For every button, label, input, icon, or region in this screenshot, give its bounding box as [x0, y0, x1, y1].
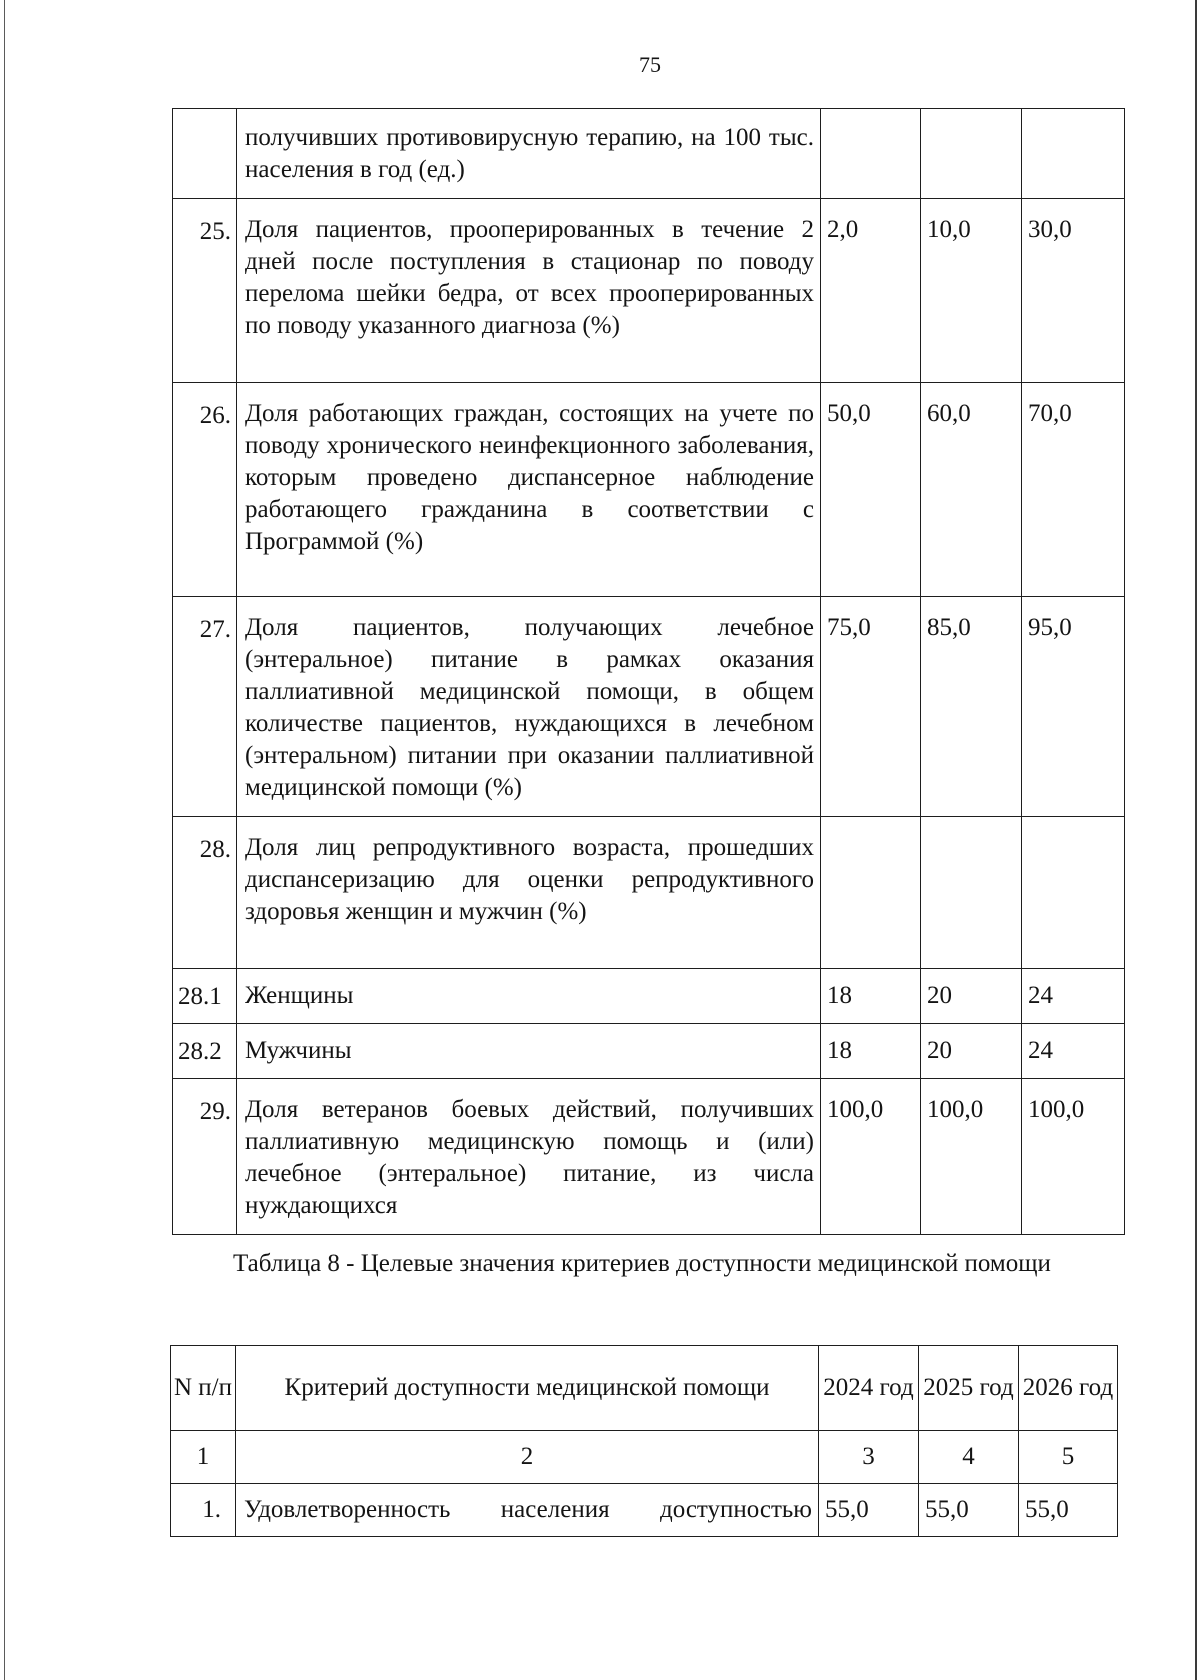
- value-2026: [1022, 817, 1125, 969]
- table-row: [171, 1484, 1118, 1537]
- row-number: [173, 109, 237, 199]
- table-row: [173, 1024, 1125, 1079]
- column-number: 1: [171, 1431, 236, 1484]
- header-number: N п/п: [171, 1346, 236, 1431]
- value-2026: 95,0: [1022, 597, 1125, 817]
- value-2025: 10,0: [921, 199, 1022, 383]
- value-2025: 20: [921, 969, 1022, 1024]
- table-row: [173, 1079, 1125, 1235]
- row-text: Доля пациентов, прооперированных в течение 2 дней после поступления в стационар по поводу перелома шейки бедра, от всех прооперированных по поводу указанного диагноза (%): [237, 199, 821, 383]
- page-number: 75: [639, 52, 661, 77]
- row-text-content: Удовлетворенность населения доступностью: [244, 1496, 812, 1523]
- indicator-table: [172, 108, 1125, 1235]
- row-number: 28.2: [173, 1024, 237, 1079]
- value-2024: 2,0: [821, 199, 921, 383]
- table-row: [173, 383, 1125, 597]
- column-number: 2: [236, 1431, 819, 1484]
- column-number: 4: [919, 1431, 1019, 1484]
- row-number: 28.: [173, 817, 237, 969]
- value-2025: 85,0: [921, 597, 1022, 817]
- row-text: Доля лиц репродуктивного возраста, прошедших диспансеризацию для оценки репродуктивного здоровья женщин и мужчин (%): [237, 817, 821, 969]
- row-number: 25.: [173, 199, 237, 383]
- value-2024: 50,0: [821, 383, 921, 597]
- row-text: [236, 1484, 819, 1537]
- value-2024: [821, 817, 921, 969]
- value-2024: 55,0: [819, 1484, 919, 1537]
- table-row: [173, 817, 1125, 969]
- row-number: 1.: [171, 1484, 236, 1537]
- column-number: 3: [819, 1431, 919, 1484]
- table-8-caption: Таблица 8 - Целевые значения критериев доступности медицинской помощи: [233, 1250, 1051, 1277]
- column-number: 5: [1019, 1431, 1118, 1484]
- value-2025: 100,0: [921, 1079, 1022, 1235]
- value-2024: 100,0: [821, 1079, 921, 1235]
- row-number: 26.: [173, 383, 237, 597]
- value-2024: 75,0: [821, 597, 921, 817]
- header-2024: 2024 год: [819, 1346, 919, 1431]
- value-2026: 30,0: [1022, 199, 1125, 383]
- row-number: 29.: [173, 1079, 237, 1235]
- table-header-row: [171, 1346, 1118, 1431]
- value-2024: 18: [821, 969, 921, 1024]
- row-text: получивших противовирусную терапию, на 100 тыс. населения в год (ед.): [237, 109, 821, 199]
- value-2025: 60,0: [921, 383, 1022, 597]
- row-number: 28.1: [173, 969, 237, 1024]
- accessibility-criteria-table: [170, 1345, 1118, 1537]
- value-2025: 20: [921, 1024, 1022, 1079]
- value-2024: [821, 109, 921, 199]
- value-2025: 55,0: [919, 1484, 1019, 1537]
- value-2026: [1022, 109, 1125, 199]
- header-criterion: Критерий доступности медицинской помощи: [236, 1346, 819, 1431]
- scan-edge-line: [4, 0, 5, 1680]
- row-text: Доля пациентов, получающих лечебное (энтеральное) питание в рамках оказания паллиативной медицинской помощи, в общем количестве пациентов, нуждающихся в лечебном (энтеральном) питании при оказании паллиативной медицинской помощи (%): [237, 597, 821, 817]
- value-2026: 24: [1022, 1024, 1125, 1079]
- row-text: Женщины: [237, 969, 821, 1024]
- row-text: Мужчины: [237, 1024, 821, 1079]
- column-number-row: [171, 1431, 1118, 1484]
- header-2026: 2026 год: [1019, 1346, 1118, 1431]
- value-2026: 100,0: [1022, 1079, 1125, 1235]
- row-text: Доля ветеранов боевых действий, получивших паллиативную медицинскую помощь и (или) лечебное (энтеральное) питание, из числа нуждающихся: [237, 1079, 821, 1235]
- value-2024: 18: [821, 1024, 921, 1079]
- row-number: 27.: [173, 597, 237, 817]
- table-row: [173, 969, 1125, 1024]
- table-row: [173, 109, 1125, 199]
- scan-edge-line-right: [1195, 0, 1197, 1680]
- row-text: Доля работающих граждан, состоящих на учете по поводу хронического неинфекционного заболевания, которым проведено диспансерное наблюдение работающего гражданина в соответствии с Программой (%): [237, 383, 821, 597]
- table-row: [173, 199, 1125, 383]
- value-2026: 24: [1022, 969, 1125, 1024]
- value-2025: [921, 109, 1022, 199]
- value-2026: 55,0: [1019, 1484, 1118, 1537]
- value-2025: [921, 817, 1022, 969]
- table-row: [173, 597, 1125, 817]
- header-2025: 2025 год: [919, 1346, 1019, 1431]
- value-2026: 70,0: [1022, 383, 1125, 597]
